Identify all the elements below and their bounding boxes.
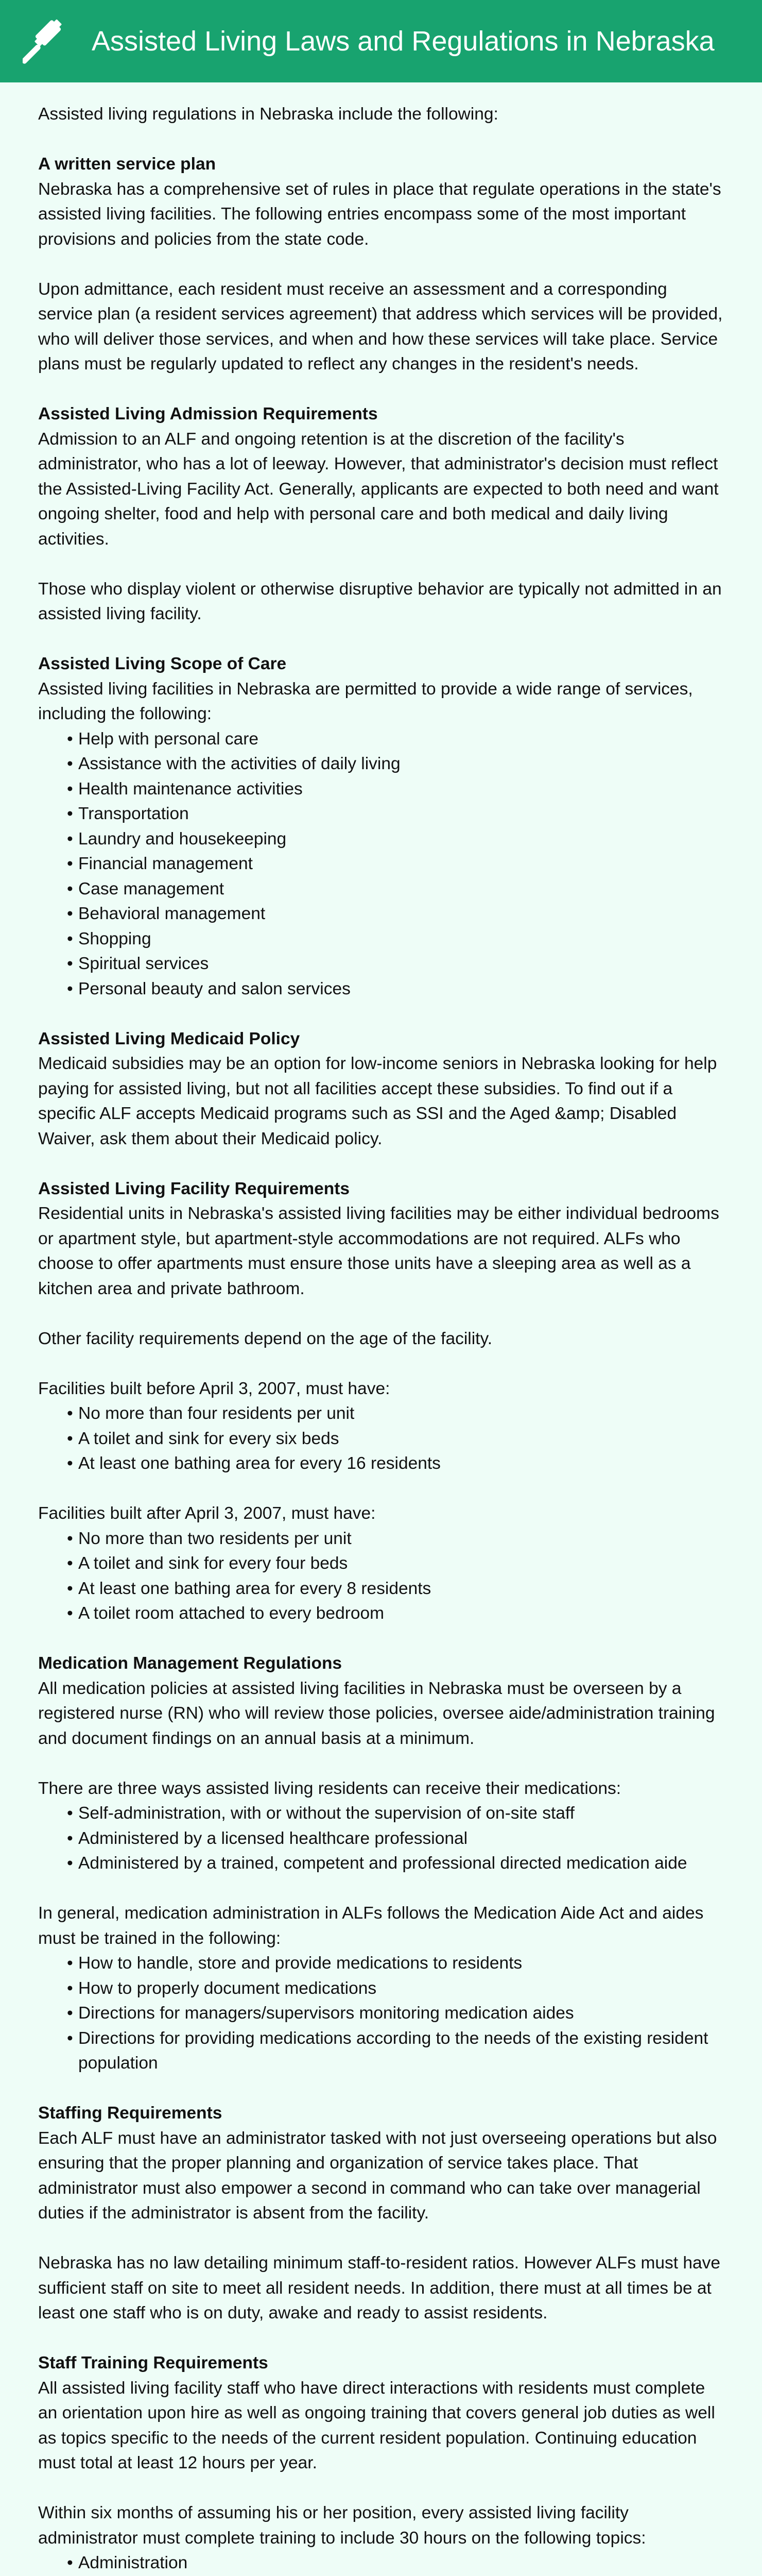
article-body bbox=[0, 82, 762, 2576]
paragraph: Assisted living facilities in Nebraska are permitted to provide a wide range of services, including the following: bbox=[38, 679, 693, 723]
paragraph: Facilities built before April 3, 2007, must have: bbox=[38, 1379, 390, 1398]
list-item: • At least one bathing area for every 8 residents bbox=[67, 1577, 724, 1602]
intro-text: Assisted living regulations in Nebraska include the following: bbox=[38, 105, 498, 124]
paragraph: Nebraska has a comprehensive set of rules in place that regulate operations in the state's assisted living facilities. The following entries encompass some of the most important provisions and policies from the state code. bbox=[38, 179, 721, 249]
list-item: • How to properly document medications bbox=[67, 1976, 724, 2002]
section-heading: Assisted Living Medicaid Policy bbox=[38, 1029, 300, 1048]
section-heading: Assisted Living Scope of Care bbox=[38, 654, 287, 673]
list-item: • No more than two residents per unit bbox=[67, 1527, 724, 1552]
bullet-list bbox=[38, 1951, 724, 2076]
gavel-icon bbox=[23, 18, 69, 64]
list-item: • Health maintenance activities bbox=[67, 777, 724, 802]
section-heading: Medication Management Regulations bbox=[38, 1654, 342, 1673]
bullet-list bbox=[38, 1801, 724, 1876]
list-item: • Self-administration, with or without the supervision of on-site staff bbox=[67, 1801, 724, 1826]
list-item: • At least one bathing area for every 16 residents bbox=[67, 1451, 724, 1477]
list-item: • Administered by a trained, competent and professional directed medication aide bbox=[67, 1851, 724, 1876]
list-item: • Help with personal care bbox=[67, 727, 724, 752]
list-item: • Case management bbox=[67, 877, 724, 902]
section-heading: Assisted Living Admission Requirements bbox=[38, 404, 378, 423]
bullet-list bbox=[38, 2551, 724, 2576]
list-item: • Assistance with the activities of daily living bbox=[67, 752, 724, 777]
paragraph: Nebraska has no law detailing minimum staff-to-resident ratios. However ALFs must have sufficient staff on site to meet all resident needs. In addition, there must at all times be at least one staff who is on duty, awake and ready to assist residents. bbox=[38, 2253, 721, 2323]
list-item: • A toilet and sink for every four beds bbox=[67, 1551, 724, 1577]
page-header bbox=[0, 0, 762, 82]
paragraph: All assisted living facility staff who have direct interactions with residents must complete an orientation upon hire as well as ongoing training that covers general job duties as well as topics specific to the needs of the current resident population. Continuing education must total at least 12 hours per year. bbox=[38, 2378, 715, 2472]
paragraph: Medicaid subsidies may be an option for low-income seniors in Nebraska looking for help paying for assisted living, but not all facilities accept these subsidies. To find out if a specific ALF accepts Medicaid programs such as SSI and the Aged &amp; Disabled Waiver, ask them about their Medicaid policy. bbox=[38, 1054, 717, 1148]
section-heading: Assisted Living Facility Requirements bbox=[38, 1179, 350, 1198]
paragraph: Admission to an ALF and ongoing retention is at the discretion of the facility's administrator, who has a lot of leeway. However, that administrator's decision must reflect the Assisted-Living Facility Act. Generally, applicants are expected to both need and want ongoing shelter, food and help with personal care and both medical and daily living activities. bbox=[38, 429, 719, 549]
section-heading: Staffing Requirements bbox=[38, 2104, 222, 2123]
paragraph: All medication policies at assisted living facilities in Nebraska must be overseen by a registered nurse (RN) who will review those policies, oversee aide/administration training and document findings on an annual basis at a minimum. bbox=[38, 1679, 715, 1748]
list-item: • Administration bbox=[67, 2551, 724, 2576]
list-item: • No more than four residents per unit bbox=[67, 1401, 724, 1427]
paragraph: Other facility requirements depend on the age of the facility. bbox=[38, 1329, 493, 1348]
list-item: • How to handle, store and provide medications to residents bbox=[67, 1951, 724, 1976]
list-item: • Spiritual services bbox=[67, 952, 724, 977]
list-item: • Laundry and housekeeping bbox=[67, 827, 724, 852]
section-heading: Staff Training Requirements bbox=[38, 2353, 268, 2372]
list-item: • A toilet and sink for every six beds bbox=[67, 1427, 724, 1452]
list-item: • Financial management bbox=[67, 852, 724, 877]
paragraph: Each ALF must have an administrator tasked with not just overseeing operations but also ensuring that the proper planning and organization of service takes place. That administrator must also empower a second in command who can take over managerial duties if the administrator is absent from the facility. bbox=[38, 2128, 717, 2223]
list-item: • Administered by a licensed healthcare professional bbox=[67, 1826, 724, 1852]
paragraph: Within six months of assuming his or her position, every assisted living facility administrator must complete training to include 30 hours on the following topics: bbox=[38, 2503, 646, 2548]
list-item: • Transportation bbox=[67, 802, 724, 827]
page-title: Assisted Living Laws and Regulations in Nebraska bbox=[92, 25, 715, 57]
bullet-list bbox=[38, 727, 724, 1002]
paragraph: Upon admittance, each resident must receive an assessment and a corresponding service plan (a resident services agreement) that address which services will be provided, who will deliver those services, and when and how these services will take place. Service plans must be regularly updated to reflect any changes in the resident's needs. bbox=[38, 279, 723, 374]
paragraph: Facilities built after April 3, 2007, must have: bbox=[38, 1504, 376, 1523]
paragraph: Residential units in Nebraska's assisted living facilities may be either individual bedrooms or apartment style, but apartment-style accommodations are not required. ALFs who choose to offer apartments must ensure those units have a sleeping area as well as a kitchen area and private bathroom. bbox=[38, 1204, 719, 1298]
bullet-list bbox=[38, 1401, 724, 1477]
list-item: • Directions for managers/supervisors monitoring medication aides bbox=[67, 2001, 724, 2026]
paragraph: There are three ways assisted living residents can receive their medications: bbox=[38, 1778, 621, 1798]
list-item: • Personal beauty and salon services bbox=[67, 977, 724, 1002]
bullet-list bbox=[38, 1527, 724, 1626]
list-item: • Behavioral management bbox=[67, 902, 724, 927]
paragraph: In general, medication administration in ALFs follows the Medication Aide Act and aides must be trained in the following: bbox=[38, 1904, 704, 1948]
list-item: • A toilet room attached to every bedroom bbox=[67, 1601, 724, 1626]
list-item: • Shopping bbox=[67, 927, 724, 952]
list-item: • Directions for providing medications according to the needs of the existing resident population bbox=[67, 2026, 724, 2076]
paragraph: Those who display violent or otherwise disruptive behavior are typically not admitted in an assisted living facility. bbox=[38, 579, 722, 623]
section-heading: A written service plan bbox=[38, 155, 216, 174]
